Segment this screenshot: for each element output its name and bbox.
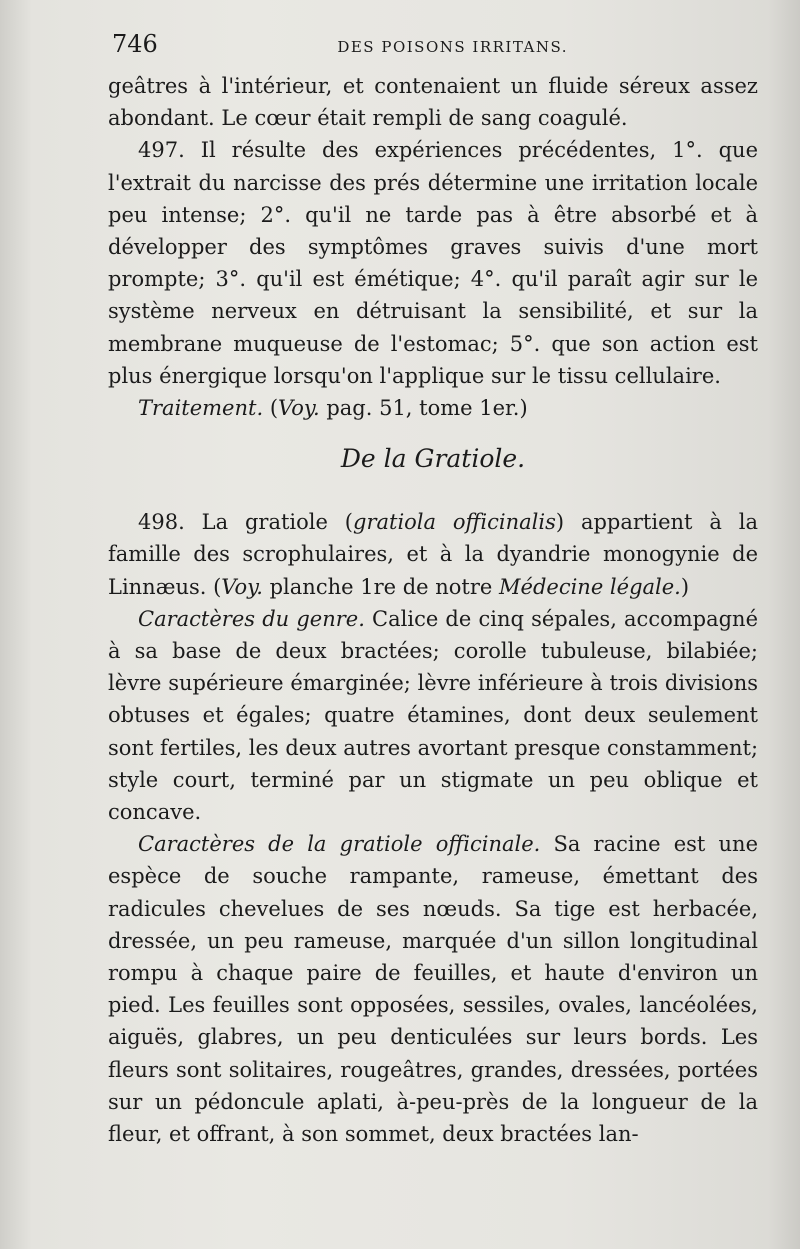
p498-mid: ) appartient à la famille des scrophulaires, et à la dyandrie monogynie de Linnæus. (: [108, 510, 758, 599]
paragraph-genus-characters: [108, 603, 758, 828]
section-title: De la Gratiole.: [340, 444, 526, 474]
page-text: [108, 28, 758, 1150]
page-number: 746: [112, 30, 158, 58]
traitement-open: (: [263, 396, 279, 421]
latin-name: gratiola officinalis: [353, 510, 556, 535]
running-title: DES POISONS IRRITANS.: [337, 38, 568, 56]
species-characters-text: Sa racine est une espèce de souche rampante, rameuse, émettant des radicules chevelues de ses nœuds. Sa tige est herbacée, dressée, un peu rameuse, marquée d'un sillon longitudinal rompu à chaque paire de feuilles, et haute d'environ un pied. Les feuilles sont opposées, sessiles, ovales, lancéolées, aiguës, glabres, un peu denticulées sur leurs bords. Les fleurs sont solitaires, rougeâtres, grandes, dressées, portées sur un pédoncule aplati, à-peu-près de la longueur de la fleur, et offrant, à son sommet, deux bractées lan-: [108, 832, 758, 1147]
p498-mid2: planche 1re de notre: [262, 574, 500, 599]
p498-voy: Voy.: [221, 574, 263, 599]
species-characters-label: Caractères de la gratiole officinale.: [138, 832, 541, 857]
paragraph-498: [108, 506, 758, 603]
page-header: [108, 28, 758, 70]
p498-start: 498. La gratiole (: [138, 510, 353, 535]
book-title: Médecine légale.: [499, 574, 681, 599]
paragraph-continuation: geâtres à l'intérieur, et contenaient un fluide séreux assez abondant. Le cœur était rempli de sang coagulé.: [108, 74, 758, 131]
traitement-reference: pag. 51, tome 1er.): [319, 396, 528, 421]
traitement-voy: Voy.: [278, 396, 320, 421]
genus-characters-text: Calice de cinq sépales, accompagné à sa base de deux bractées; corolle tubuleuse, bilabiée; lèvre supérieure émarginée; lèvre inférieure à trois divisions obtuses et égales; quatre étamines, dont deux seulement sont fertiles, les deux autres avortant presque constamment; style court, terminé par un stigmate un peu oblique et concave.: [108, 606, 759, 825]
p498-end: ): [680, 574, 690, 599]
paragraph-species-characters: [108, 828, 758, 1150]
paragraph-497: 497. Il résulte des expériences précédentes, 1°. que l'extrait du narcisse des prés détermine une irritation locale peu intense; 2°. qu'il ne tarde pas à être absorbé et à développer des symptômes graves suivis d'une mort prompte; 3°. qu'il est émétique; 4°. qu'il paraît agir sur le système nerveux en détruisant la sensibilité, et sur la membrane muqueuse de l'estomac; 5°. que son action est plus énergique lorsqu'on l'applique sur le tissu cellulaire.: [108, 138, 758, 388]
traitement-label: Traitement.: [138, 396, 264, 421]
paragraph-traitement: [108, 392, 758, 424]
genus-characters-label: Caractères du genre.: [138, 606, 365, 631]
